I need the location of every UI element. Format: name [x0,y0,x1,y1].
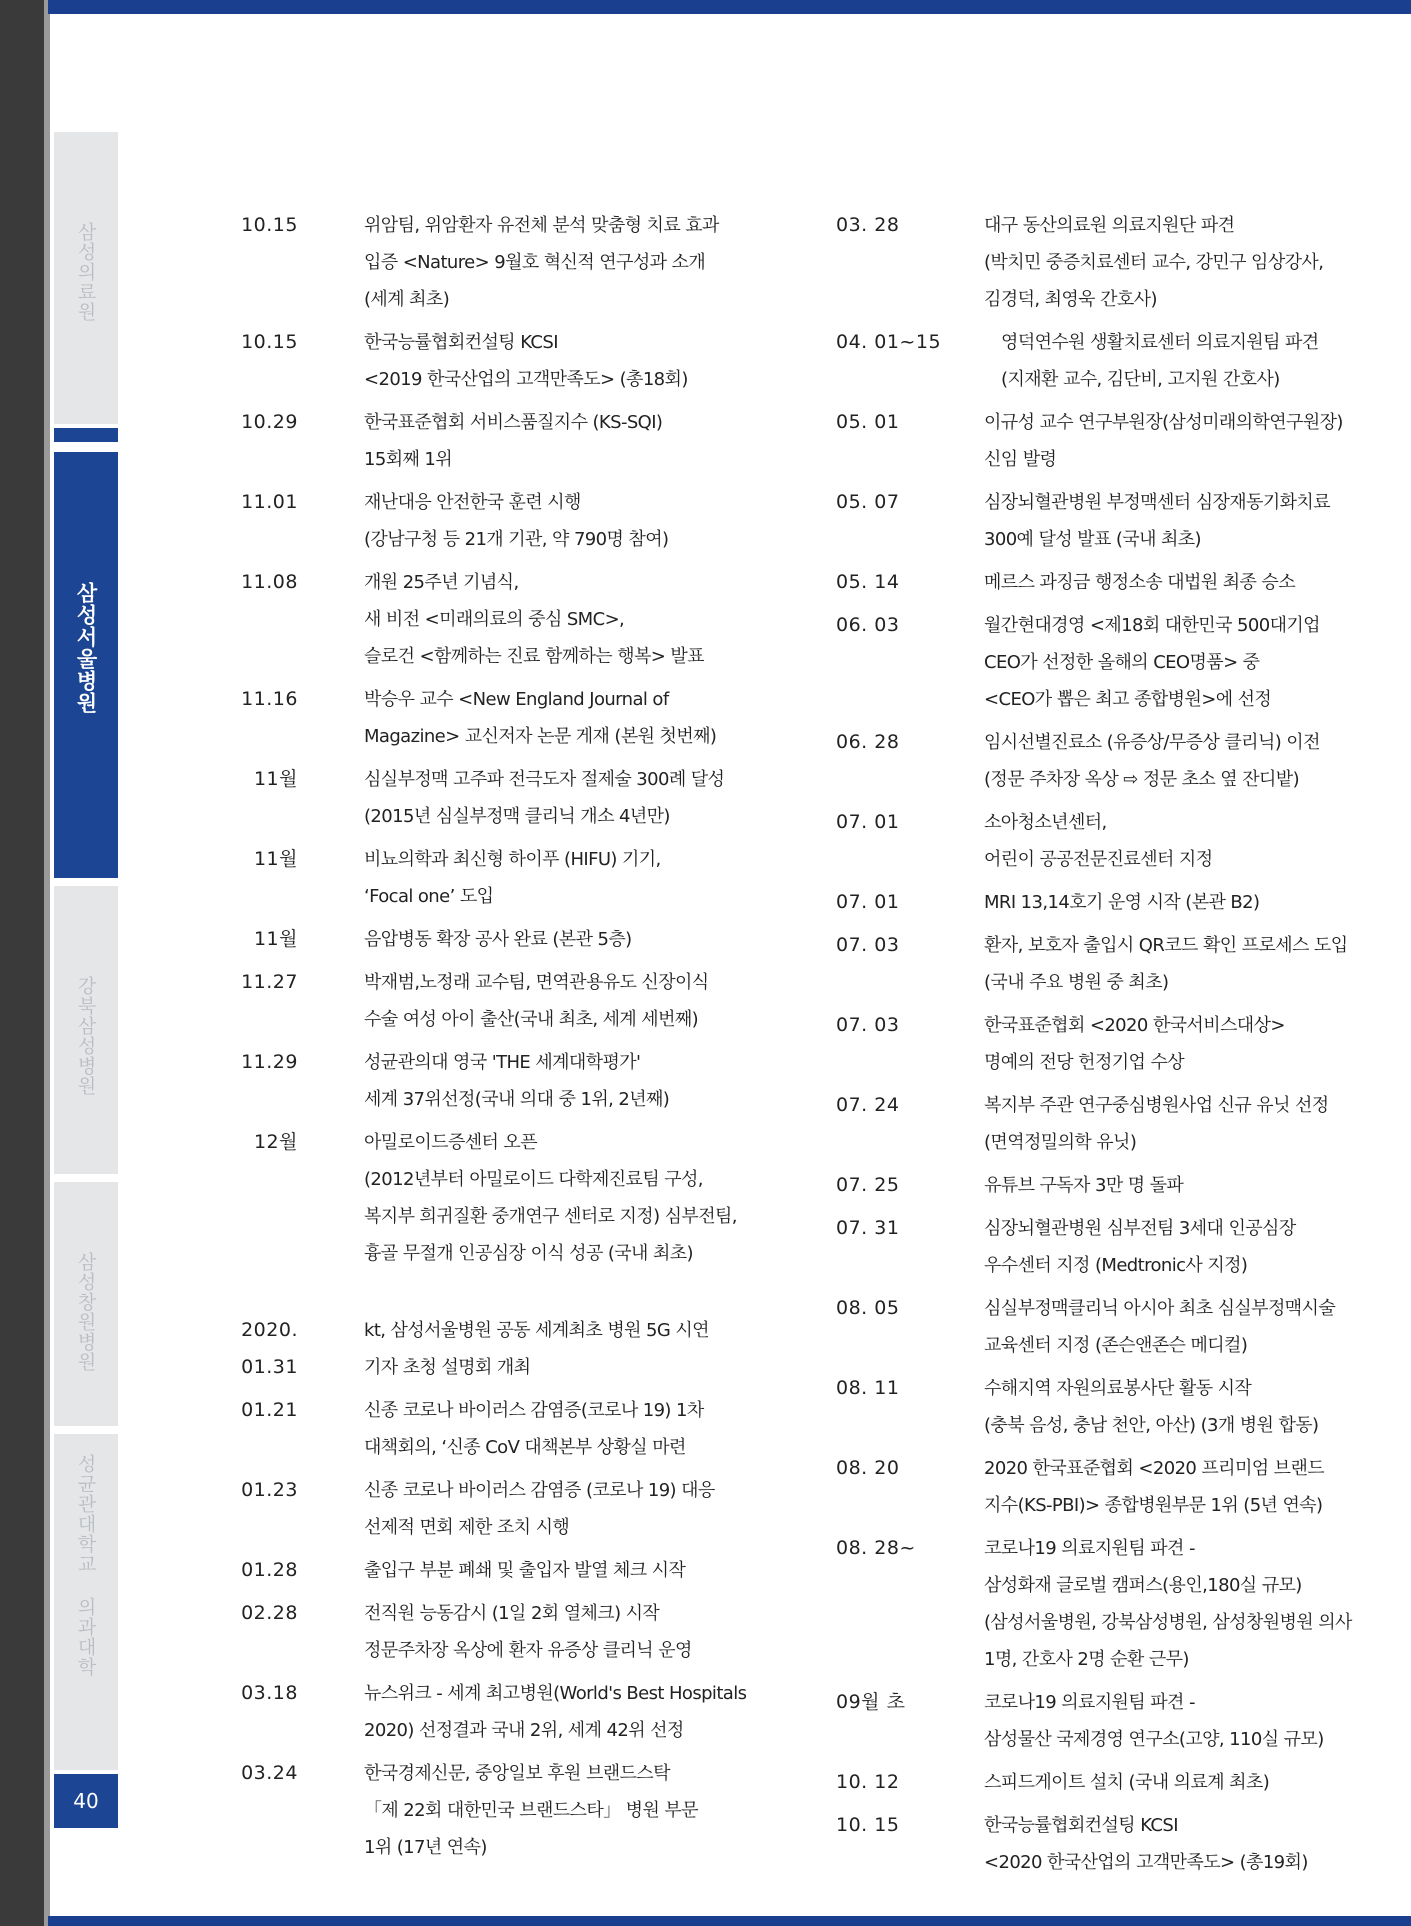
entry-date: 11.16 [241,688,298,710]
entry-date: 08. 11 [836,1377,900,1399]
description-line: 1위 (17년 연속) [364,1837,487,1858]
entry-description [364,207,746,318]
description-line: 전직원 능동감시 (1일 2회 열체크) 시작 [364,1603,660,1624]
sidebar-tab-samsung-medical-center[interactable] [54,132,118,424]
timeline-entry [780,1087,1340,1161]
description-line: 흉골 무절개 인공심장 이식 성공 (국내 최초) [364,1243,693,1264]
description-line: 뉴스위크 - 세계 최고병원(World's Best Hospitals [364,1683,747,1704]
timeline-entry [186,564,746,675]
entry-date: 07. 01 [836,811,900,833]
description-line: 지수(KS-PBI)> 종합병원부문 1위 (5년 연속) [984,1495,1323,1516]
entry-date: 07. 31 [836,1217,900,1239]
section-sidebar [54,132,118,1828]
entry-description [984,884,1340,921]
description-line: 유튜브 구독자 3만 명 돌파 [984,1175,1184,1196]
entry-description [364,841,746,915]
entry-description [364,1044,746,1118]
entry-date: 10.29 [241,411,298,433]
entry-description [984,1087,1340,1161]
entry-date: 08. 20 [836,1457,900,1479]
timeline-entry [780,884,1340,921]
description-line: 어린이 공공전문진료센터 지정 [984,849,1213,870]
entry-description [364,1124,746,1272]
description-line: 심실부정맥클리닉 아시아 최초 심실부정맥시술 [984,1298,1336,1319]
entry-date: 08. 28~ [836,1537,916,1559]
entry-description [984,927,1348,1001]
description-line: 명예의 전당 헌정기업 수상 [984,1052,1185,1073]
timeline-entry [186,1755,746,1866]
description-line: 한국경제신문, 중앙일보 후원 브랜드스탁 [364,1763,670,1784]
timeline-entry [780,1007,1340,1081]
description-line: (지재환 교수, 김단비, 고지원 간호사) [1001,369,1280,390]
description-line: 이규성 교수 연구부원장(삼성미래의학연구원장) [984,412,1343,433]
entry-date: 05. 01 [836,411,900,433]
description-line: 박재범,노정래 교수팀, 면역관용유도 신장이식 [364,972,709,993]
description-line: 음압병동 확장 공사 완료 (본관 5층) [364,929,632,950]
entry-date: 11.01 [241,491,298,513]
description-line: (삼성서울병원, 강북삼성병원, 삼성창원병원 의사 [984,1612,1352,1633]
book-spine [0,0,44,1926]
entry-description [1001,324,1340,398]
description-line: ‘Focal one’ 도입 [364,886,494,907]
description-line: 정문주차장 옥상에 환자 유증상 클리닉 운영 [364,1640,692,1661]
entry-description [984,804,1340,878]
entry-date: 11월 [253,848,298,870]
entry-description [984,724,1340,798]
entry-date: 10. 12 [836,1771,900,1793]
entry-description [364,964,746,1038]
timeline-entry [186,841,746,915]
entry-description [984,1530,1352,1678]
entry-description [984,1370,1340,1444]
description-line: <CEO가 뽑은 최고 종합병원>에 선정 [984,689,1272,710]
description-line: 소아청소년센터, [984,812,1107,833]
entry-description [984,1807,1340,1881]
timeline-entry [780,1290,1340,1364]
entry-date: 07. 01 [836,891,900,913]
timeline-entry [780,1167,1340,1204]
timeline-entry [780,804,1340,878]
timeline-entry [780,607,1340,718]
entry-description [984,1290,1340,1364]
sidebar-accent-line [54,428,118,442]
description-line: (2015년 심실부정맥 클리닉 개소 4년만) [364,806,670,827]
timeline-entry [186,1472,746,1546]
timeline-entry [186,324,746,398]
entry-description [984,564,1340,601]
entry-description [364,1312,746,1386]
description-line: <2020 한국산업의 고객만족도> (총19회) [984,1852,1308,1873]
description-line: 메르스 과징금 행정소송 대법원 최종 승소 [984,572,1296,593]
description-line: 수해지역 자원의료봉사단 활동 시작 [984,1378,1252,1399]
description-line: 신종 코로나 바이러스 감염증 (코로나 19) 대응 [364,1480,715,1501]
sidebar-tab-label: 삼성서울병원 [74,582,98,714]
entry-description [984,1764,1340,1801]
description-line: 2020 한국표준협회 <2020 프리미엄 브랜드 [984,1458,1325,1479]
entry-date: 05. 07 [836,491,900,513]
entry-description [364,761,746,835]
timeline-entry [186,1552,746,1589]
top-border-bar [48,0,1411,14]
description-line: 복지부 희귀질환 중개연구 센터로 지정) 심부전팀, [364,1206,737,1227]
description-line: 우수센터 지정 (Medtronic사 지정) [984,1255,1248,1276]
entry-date: 07. 24 [836,1094,900,1116]
timeline-entry [186,921,746,958]
entry-date: 03.24 [241,1762,298,1784]
entry-description [984,1684,1340,1758]
description-line: 복지부 주관 연구중심병원사업 신규 유닛 선정 [984,1095,1329,1116]
sidebar-tab-samsung-seoul-hospital[interactable] [54,452,118,878]
description-line: 코로나19 의료지원팀 파견 - [984,1692,1195,1713]
timeline-entry [186,207,746,318]
entry-date: 2020. 01.31 [241,1319,298,1378]
entry-date: 11.29 [241,1051,298,1073]
description-line: 교육센터 지정 (존슨앤존슨 메디컬) [984,1335,1248,1356]
description-line: 수술 여성 아이 출산(국내 최초, 세계 세번째) [364,1009,699,1030]
description-line: 스피드게이트 설치 (국내 의료계 최초) [984,1772,1270,1793]
description-line: 대책회의, ‘신종 CoV 대책본부 상황실 마련 [364,1437,686,1458]
entry-date: 01.23 [241,1479,298,1501]
entry-date: 03. 28 [836,214,900,236]
timeline-entry [780,1210,1340,1284]
description-line: 임시선별진료소 (유증상/무증상 클리닉) 이전 [984,732,1320,753]
timeline-entry [186,1595,746,1669]
description-line: 신종 코로나 바이러스 감염증(코로나 19) 1차 [364,1400,704,1421]
entry-date: 07. 25 [836,1174,900,1196]
description-line: 심실부정맥 고주파 전극도자 절제술 300례 달성 [364,769,725,790]
description-line: 비뇨의학과 최신형 하이푸 (HIFU) 기기, [364,849,661,870]
description-line: 월간현대경영 <제18회 대한민국 500대기업 [984,615,1320,636]
entry-description [364,1552,746,1589]
description-line: (2012년부터 아밀로이드 다학제진료팀 구성, [364,1169,703,1190]
description-line: 심장뇌혈관병원 부정맥센터 심장재동기화치료 [984,492,1331,513]
entry-date: 11.27 [241,971,298,993]
timeline-left-column [186,207,746,1872]
timeline-entry [186,404,746,478]
entry-date: 11.08 [241,571,298,593]
entry-date: 09월 초 [836,1691,906,1713]
sidebar-tab-skku-medicine[interactable] [54,1434,118,1770]
description-line: 위암팀, 위암환자 유전체 분석 맞춤형 치료 효과 [364,215,719,236]
bottom-border-bar [48,1916,1411,1926]
book-spine-edge [44,0,50,1926]
description-line: 출입구 부분 폐쇄 및 출입자 발열 체크 시작 [364,1560,686,1581]
timeline-entry [186,761,746,835]
description-line: (국내 주요 병원 중 최초) [984,972,1169,993]
description-line: 아밀로이드증센터 오픈 [364,1132,538,1153]
entry-description [984,1450,1340,1524]
entry-description [364,921,746,958]
sidebar-tab-label: 삼성창원병원 [74,1252,97,1372]
entry-description [984,484,1340,558]
page-number: 40 [54,1774,118,1828]
timeline-entry [186,681,746,755]
entry-date: 04. 01~15 [836,331,942,353]
sidebar-tab-label: 삼성의료원 [74,222,97,322]
description-line: CEO가 선정한 올해의 CEO명품> 중 [984,652,1260,673]
timeline-entry [780,404,1343,478]
description-line: (박치민 중증치료센터 교수, 강민구 임상강사, [984,252,1324,273]
timeline-entry [186,1124,746,1272]
sidebar-tab-label: 강북삼성병원 [74,976,97,1096]
sidebar-tab-kangbuk-samsung-hospital[interactable] [54,886,118,1174]
entry-date: 06. 28 [836,731,900,753]
timeline-entry [780,1450,1340,1524]
entry-date: 11월 [253,768,298,790]
timeline-right-column [780,207,1352,1887]
description-line: (강남구청 등 21개 기관, 약 790명 참여) [364,529,669,550]
description-line: 한국표준협회 서비스품질지수 (KS-SQI) [364,412,663,433]
description-line: 슬로건 <함께하는 진료 함께하는 행복> 발표 [364,646,704,667]
description-line: 심장뇌혈관병원 심부전팀 3세대 인공심장 [984,1218,1296,1239]
entry-description [984,1007,1340,1081]
description-line: (정문 주차장 옥상 ⇨ 정문 초소 옆 잔디밭) [984,769,1299,790]
entry-date: 07. 03 [836,1014,900,1036]
description-line: 영덕연수원 생활치료센터 의료지원팀 파견 [1001,332,1319,353]
entry-description [364,1675,746,1749]
description-line: 개원 25주년 기념식, [364,572,519,593]
entry-description [364,1755,746,1866]
timeline-entry [780,1807,1340,1881]
description-line: 성균관의대 영국 'THE 세계대학평가' [364,1052,641,1073]
description-line: 삼성화재 글로벌 캠퍼스(용인,180실 규모) [984,1575,1302,1596]
entry-date: 11월 [253,928,298,950]
description-line: 한국능률협회컨설팅 KCSI [984,1815,1178,1836]
entry-date: 06. 03 [836,614,900,636]
entry-description [364,681,746,755]
description-line: 300예 달성 발표 (국내 최초) [984,529,1201,550]
entry-description [364,484,746,558]
description-line: 신임 발령 [984,449,1057,470]
timeline-entry [780,484,1340,558]
entry-date: 02.28 [241,1602,298,1624]
description-line: 박승우 교수 <New England Journal of [364,689,669,710]
entry-description [984,1167,1340,1204]
sidebar-tab-samsung-changwon-hospital[interactable] [54,1182,118,1426]
description-line: 15회째 1위 [364,449,453,470]
timeline-entry [186,1312,746,1386]
entry-date: 10.15 [241,214,298,236]
description-line: <2019 한국산업의 고객만족도> (총18회) [364,369,688,390]
description-line: 2020) 선정결과 국내 2위, 세계 42위 선정 [364,1720,684,1741]
description-line: (충북 음성, 충남 천안, 아산) (3개 병원 합동) [984,1415,1319,1436]
sidebar-tab-label: 성균관대학교 의과대학 [74,1454,97,1677]
description-line: 세계 37위선정(국내 의대 중 1위, 2년째) [364,1089,670,1110]
description-line: 「제 22회 대한민국 브랜드스타」 병원 부문 [364,1800,698,1821]
description-line: 재난대응 안전한국 훈련 시행 [364,492,581,513]
timeline-entry [780,1764,1340,1801]
timeline-entry [186,484,746,558]
entry-date: 01.21 [241,1399,298,1421]
timeline-entry [780,324,1340,398]
description-line: 삼성물산 국제경영 연구소(고양, 110실 규모) [984,1729,1324,1750]
description-line: Magazine> 교신저자 논문 게재 (본원 첫번째) [364,726,717,747]
entry-date: 10. 15 [836,1814,900,1836]
entry-description [984,1210,1340,1284]
description-line: 코로나19 의료지원팀 파견 - [984,1538,1195,1559]
entry-date: 07. 03 [836,934,900,956]
description-line: 한국표준협회 <2020 한국서비스대상> [984,1015,1285,1036]
entry-description [364,1472,746,1546]
description-line: (세계 최초) [364,289,450,310]
entry-description [364,1595,746,1669]
timeline-entry [780,1684,1340,1758]
timeline-entry [780,1370,1340,1444]
description-line: 김경덕, 최영욱 간호사) [984,289,1157,310]
description-line: 1명, 간호사 2명 순환 근무) [984,1649,1189,1670]
entry-date: 12월 [253,1131,298,1153]
entry-date: 05. 14 [836,571,900,593]
timeline-entry [780,724,1340,798]
description-line: 환자, 보호자 출입시 QR코드 확인 프로세스 도입 [984,935,1348,956]
entry-description [364,324,746,398]
entry-description [364,564,746,675]
entry-description [364,1392,746,1466]
entry-description [984,404,1343,478]
entry-description [984,607,1340,718]
description-line: 대구 동산의료원 의료지원단 파견 [984,215,1235,236]
description-line: (면역정밀의학 유닛) [984,1132,1137,1153]
description-line: 새 비전 <미래의료의 중심 SMC>, [364,609,625,630]
description-line: MRI 13,14호기 운영 시작 (본관 B2) [984,892,1260,913]
timeline-entry [186,1675,746,1749]
timeline-entry [186,964,746,1038]
entry-date: 03.18 [241,1682,298,1704]
entry-date: 08. 05 [836,1297,900,1319]
entry-date: 01.28 [241,1559,298,1581]
description-line: 선제적 면회 제한 조치 시행 [364,1517,570,1538]
entry-date: 10.15 [241,331,298,353]
timeline-entry [186,1392,746,1466]
description-line: kt, 삼성서울병원 공동 세계최초 병원 5G 시연 [364,1320,709,1341]
description-line: 기자 초청 설명회 개최 [364,1357,531,1378]
timeline-entry [780,564,1340,601]
entry-description [364,404,746,478]
description-line: 입증 <Nature> 9월호 혁신적 연구성과 소개 [364,252,706,273]
description-line: 한국능률협회컨설팅 KCSI [364,332,558,353]
timeline-entry [780,207,1340,318]
timeline-entry [780,927,1348,1001]
timeline-entry [780,1530,1352,1678]
timeline-entry [186,1044,746,1118]
entry-description [984,207,1340,318]
